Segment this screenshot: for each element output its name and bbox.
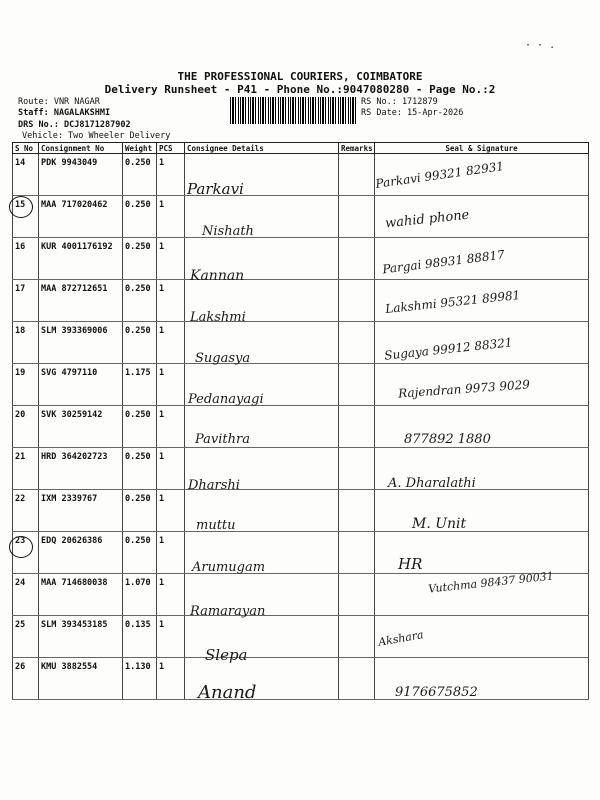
remarks-cell [339, 574, 375, 616]
col-remarks: Remarks [339, 143, 375, 154]
remarks-cell [339, 490, 375, 532]
handwritten-name: Arumugam [192, 560, 266, 575]
remarks-cell [339, 154, 375, 196]
handwritten-name: Dharshi [188, 478, 240, 493]
remarks-cell [339, 616, 375, 658]
handwritten-signature: Sugaya 99912 88321 [383, 335, 514, 363]
pcs-cell: 1 [157, 154, 185, 196]
handwritten-signature: Lakshmi 95321 89981 [384, 287, 521, 317]
col-sno: S No [13, 143, 39, 154]
table-row [13, 448, 589, 490]
consignment-cell: KMU 3882554 [39, 658, 123, 700]
barcode [230, 97, 356, 124]
handwritten-name: Slepa [205, 646, 248, 664]
sno-cell: 19 [13, 364, 39, 406]
runsheet-table [12, 142, 589, 700]
weight-cell: 0.250 [123, 448, 157, 490]
sno-cell: 24 [13, 574, 39, 616]
weight-cell: 0.135 [123, 616, 157, 658]
weight-cell: 0.250 [123, 322, 157, 364]
pcs-cell: 1 [157, 490, 185, 532]
signature-cell [375, 490, 589, 532]
table-header-row [13, 143, 589, 154]
handwritten-name: Sugasya [195, 351, 251, 366]
consignment-cell: MAA 717020462 [39, 196, 123, 238]
remarks-cell [339, 364, 375, 406]
handwritten-name: Pavithra [195, 432, 250, 447]
scan-specks: · · . [525, 40, 556, 51]
remarks-cell [339, 448, 375, 490]
handwritten-signature: A. Dharalathi [388, 476, 476, 491]
remarks-cell [339, 322, 375, 364]
col-consignee: Consignee Details [185, 143, 339, 154]
consignment-cell: SLM 393453185 [39, 616, 123, 658]
pcs-cell: 1 [157, 532, 185, 574]
consignment-cell: KUR 4001176192 [39, 238, 123, 280]
sno-cell: 21 [13, 448, 39, 490]
handwritten-signature: HR [398, 555, 423, 573]
table-row [13, 490, 589, 532]
table-row [13, 658, 589, 700]
rs-date-label: RS Date: 15-Apr-2026 [361, 108, 464, 118]
pcs-cell: 1 [157, 406, 185, 448]
table-row [13, 196, 589, 238]
consignment-cell: SVK 30259142 [39, 406, 123, 448]
document-subtitle: Delivery Runsheet - P41 - Phone No.:9047080280 - Page No.:2 [104, 83, 496, 96]
handwritten-name: Nishath [202, 224, 254, 239]
pcs-cell: 1 [157, 280, 185, 322]
handwritten-signature: Pargai 98931 88817 [381, 247, 506, 277]
weight-cell: 0.250 [123, 238, 157, 280]
pcs-cell: 1 [157, 364, 185, 406]
col-weight: Weight [123, 143, 157, 154]
rs-no-label: RS No.: 1712879 [361, 97, 438, 107]
weight-cell: 1.070 [123, 574, 157, 616]
remarks-cell [339, 406, 375, 448]
col-pcs: PCS [157, 143, 185, 154]
weight-cell: 0.250 [123, 280, 157, 322]
table-row [13, 406, 589, 448]
handwritten-name: Lakshmi [190, 310, 246, 325]
weight-cell: 1.130 [123, 658, 157, 700]
sno-cell: 14 [13, 154, 39, 196]
circle-mark-row-15 [9, 196, 33, 218]
handwritten-signature: 9176675852 [395, 685, 478, 700]
sno-cell: 17 [13, 280, 39, 322]
weight-cell: 0.250 [123, 406, 157, 448]
weight-cell: 1.175 [123, 364, 157, 406]
handwritten-name: Parkavi [187, 180, 244, 198]
weight-cell: 0.250 [123, 154, 157, 196]
handwritten-name: Ramarayan [190, 604, 266, 619]
col-consignment: Consignment No [39, 143, 123, 154]
sno-cell: 15 [13, 196, 39, 238]
handwritten-signature: 877892 1880 [404, 432, 491, 447]
remarks-cell [339, 658, 375, 700]
consignment-cell: MAA 872712651 [39, 280, 123, 322]
pcs-cell: 1 [157, 658, 185, 700]
document-title: THE PROFESSIONAL COURIERS, COIMBATORE [177, 70, 423, 83]
handwritten-name: Kannan [190, 268, 245, 284]
handwritten-signature: M. Unit [412, 516, 467, 532]
pcs-cell: 1 [157, 616, 185, 658]
vehicle-label: Vehicle: Two Wheeler Delivery [22, 131, 171, 141]
weight-cell: 0.250 [123, 532, 157, 574]
sno-cell: 18 [13, 322, 39, 364]
pcs-cell: 1 [157, 322, 185, 364]
pcs-cell: 1 [157, 196, 185, 238]
drs-label: DRS No.: DCJ8171287902 [18, 120, 131, 130]
handwritten-name: Anand [198, 682, 257, 703]
sno-cell: 16 [13, 238, 39, 280]
weight-cell: 0.250 [123, 490, 157, 532]
consignment-cell: PDK 9943049 [39, 154, 123, 196]
handwritten-name: Pedanayagi [188, 392, 264, 407]
consignment-cell: IXM 2339767 [39, 490, 123, 532]
sno-cell: 26 [13, 658, 39, 700]
remarks-cell [339, 280, 375, 322]
sno-cell: 25 [13, 616, 39, 658]
table-row [13, 616, 589, 658]
circle-mark-row-23 [9, 536, 33, 558]
consignment-cell: SVG 4797110 [39, 364, 123, 406]
weight-cell: 0.250 [123, 196, 157, 238]
table-row [13, 532, 589, 574]
consignment-cell: EDQ 20626386 [39, 532, 123, 574]
sno-cell: 20 [13, 406, 39, 448]
handwritten-signature: Rajendran 9973 9029 [397, 377, 531, 401]
sno-cell: 22 [13, 490, 39, 532]
handwritten-signature: Vutchma 98437 90031 [427, 569, 555, 596]
sno-cell: 23 [13, 532, 39, 574]
handwritten-signature: Parkavi 99321 82931 [374, 159, 505, 191]
staff-label: Staff: NAGALAKSHMI [18, 108, 111, 118]
pcs-cell: 1 [157, 448, 185, 490]
handwritten-signature: wahid phone [384, 207, 471, 232]
consignment-cell: SLM 393369006 [39, 322, 123, 364]
col-signature: Seal & Signature [375, 143, 589, 154]
pcs-cell: 1 [157, 574, 185, 616]
pcs-cell: 1 [157, 238, 185, 280]
consignment-cell: MAA 714680038 [39, 574, 123, 616]
handwritten-signature: Akshara [377, 628, 425, 649]
remarks-cell [339, 196, 375, 238]
consignment-cell: HRD 364202723 [39, 448, 123, 490]
remarks-cell [339, 532, 375, 574]
remarks-cell [339, 238, 375, 280]
route-label: Route: VNR NAGAR [18, 97, 100, 107]
handwritten-name: muttu [196, 518, 236, 533]
